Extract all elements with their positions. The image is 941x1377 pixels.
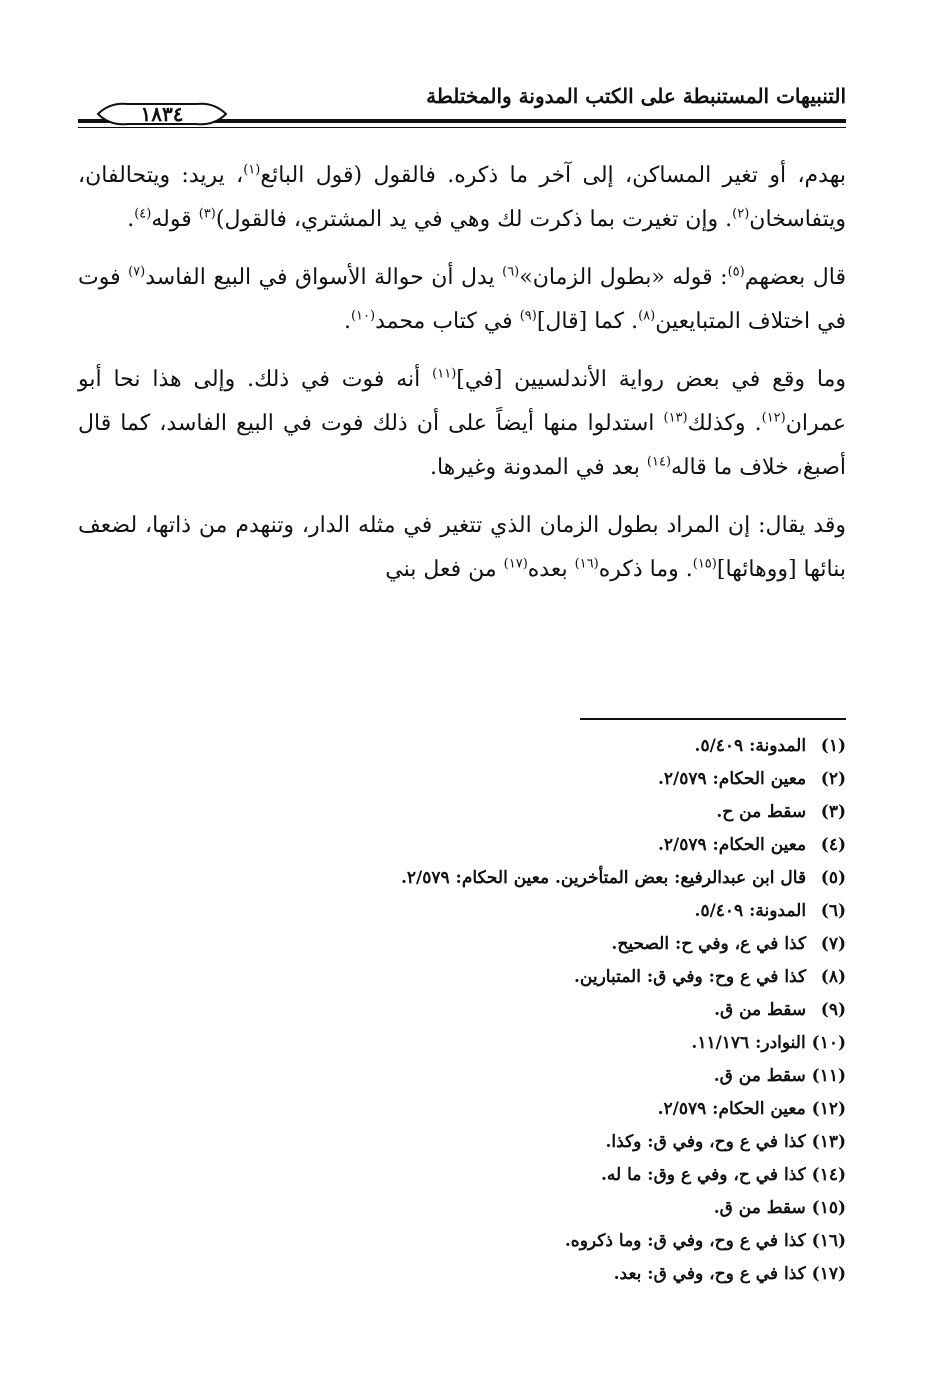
main-text [78, 154, 846, 606]
paragraph-text: أنه فوت في ذلك. وإلى هذا نحا أبو عمران [78, 367, 846, 436]
paragraph-text: . [343, 309, 351, 334]
footnote-item [78, 1126, 846, 1159]
footnote-text: سقط من ق. [713, 1198, 806, 1218]
footnotes-list [78, 730, 846, 1291]
footnote-text: معين الحكام: ٢/٥٧٩. [657, 769, 807, 789]
paragraph-text: . وكذلك [687, 411, 762, 436]
paragraph-text: في كتاب محمد [375, 309, 520, 334]
footnote-number: (٩) [820, 1000, 846, 1020]
footnote-ref[interactable]: (١٥) [692, 556, 717, 572]
footnote-number: (١٢) [811, 1099, 846, 1119]
footnote-item [78, 829, 846, 862]
footnote-item [78, 961, 846, 994]
footnote-ref[interactable]: (٨) [638, 308, 656, 324]
footnote-item [78, 895, 846, 928]
footnote-number: (٦) [820, 901, 846, 921]
footnote-ref[interactable]: (٩) [519, 308, 537, 324]
footnote-item [78, 763, 846, 796]
paragraph-text: . وما ذكره [598, 557, 693, 582]
footnote-item [78, 862, 846, 895]
paragraph-text: : قوله «بطول الزمان» [519, 265, 728, 290]
footnote-text: المدونة: ٥/٤٠٩. [694, 736, 807, 756]
footnote-text: كذا في ع وح، وفي ق: بعد. [613, 1264, 806, 1284]
footnote-item [78, 1258, 846, 1291]
footnote-item [78, 1093, 846, 1126]
footnote-text: كذا في ع وح، وفي ق: وما ذكروه. [564, 1231, 806, 1251]
footnote-ref[interactable]: (١) [243, 162, 261, 178]
footnote-number: (١٤) [811, 1165, 846, 1185]
footnote-number: (١٥) [811, 1198, 846, 1218]
paragraph-text: . كما [قال] [536, 309, 639, 334]
footnote-text: كذا في ع، وفي ح: الصحيح. [611, 934, 807, 954]
footnote-ref[interactable]: (١٤) [646, 454, 672, 470]
paragraph-text: فوت في اختلاف المتبايعين [78, 265, 846, 334]
footnote-number: (١١) [811, 1066, 846, 1086]
footnote-text: كذا في ع وح، وفي ق: وكذا. [605, 1132, 806, 1152]
footnote-text: معين الحكام: ٢/٥٧٩. [657, 835, 807, 855]
paragraph-text: يدل أن حوالة الأسواق في البيع الفاسد [145, 265, 503, 290]
footnote-item [78, 1060, 846, 1093]
paragraph-text: بهدم، أو تغير المساكن، إلى آخر ما ذكره. فالقول (قول البائع [260, 163, 846, 188]
paragraph-text: وما وقع في بعض رواية الأندلسيين [في] [456, 367, 846, 392]
footnote-number: (٣) [820, 802, 846, 822]
footnote-ref[interactable]: (١٦) [574, 556, 599, 572]
footnote-number: (١٣) [811, 1132, 846, 1152]
paragraph-text: ، يريد: ويتحالفان، ويتفاسخان [78, 163, 846, 232]
footnote-text: معين الحكام: ٢/٥٧٩. [657, 1099, 806, 1119]
footnote-text: كذا في ع وح: وفي ق: المتبارين. [573, 967, 807, 987]
footnote-number: (٨) [820, 967, 846, 987]
paragraph-text: من فعل بني [385, 557, 504, 582]
footnote-ref[interactable]: (٦) [502, 264, 520, 280]
footnote-text: سقط من ق. [713, 1066, 806, 1086]
footnote-text: قال ابن عبدالرفيع: بعض المتأخرين. معين الحكام: ٢/٥٧٩. [400, 868, 807, 888]
book-page [78, 76, 846, 1336]
footnote-text: كذا في ح، وفي ع وق: ما له. [600, 1165, 806, 1185]
paragraph-text: بعده [527, 557, 575, 582]
footnote-separator [580, 718, 846, 720]
paragraph-text: وقد يقال: إن المراد بطول الزمان الذي تتغير في مثله الدار، وتنهدم من ذاتها، لضعف بنائها [ووهائها] [78, 513, 846, 582]
footnote-number: (١) [820, 736, 846, 756]
footnote-ref[interactable]: (٤) [134, 206, 152, 222]
footnote-ref[interactable]: (٢) [732, 206, 750, 222]
paragraph-text: قال بعضهم [744, 265, 846, 290]
paragraph-3 [78, 358, 846, 490]
footnote-number: (١٠) [811, 1033, 846, 1053]
running-header-title: التنبيهات المستنبطة على الكتب المدونة والمختلطة [426, 84, 846, 108]
paragraph-text: قوله [151, 207, 199, 232]
footnote-ref[interactable]: (١٠) [350, 308, 376, 324]
footnote-ref[interactable]: (٧) [128, 264, 146, 280]
footnote-ref[interactable]: (١٣) [663, 410, 688, 426]
footnote-number: (٤) [820, 835, 846, 855]
header-rule-thin-line [78, 127, 846, 128]
footnote-number: (٢) [820, 769, 846, 789]
page-number-badge [96, 101, 228, 127]
paragraph-1 [78, 154, 846, 242]
footnote-number: (١٦) [811, 1231, 846, 1251]
footnote-ref[interactable]: (٣) [198, 206, 216, 222]
footnote-ref[interactable]: (٥) [727, 264, 745, 280]
page-number: ١٨٣٤ [140, 102, 184, 126]
paragraph-4 [78, 504, 846, 592]
footnote-ref[interactable]: (١٧) [503, 556, 528, 572]
footnote-number: (٧) [820, 934, 846, 954]
paragraph-2 [78, 256, 846, 344]
footnote-text: المدونة: ٥/٤٠٩. [694, 901, 807, 921]
footnote-ref[interactable]: (١٢) [761, 410, 786, 426]
paragraph-text: استدلوا منها أيضاً على أن ذلك فوت في البيع الفاسد، كما قال أصبغ، خلاف ما قاله [78, 411, 846, 480]
paragraph-text: . [127, 207, 135, 232]
footnote-text: سقط من ق. [714, 1000, 807, 1020]
footnote-item [78, 730, 846, 763]
footnote-item [78, 928, 846, 961]
paragraph-text: . وإن تغيرت بما ذكرت لك وهي في يد المشتري، فالقول) [215, 207, 733, 232]
footnote-item [78, 1192, 846, 1225]
footnote-item [78, 1027, 846, 1060]
footnote-number: (١٧) [811, 1264, 846, 1284]
footnote-item [78, 994, 846, 1027]
footnote-item [78, 1159, 846, 1192]
footnote-text: سقط من ح. [716, 802, 807, 822]
paragraph-text: بعد في المدونة وغيرها. [429, 455, 647, 480]
footnote-item [78, 1225, 846, 1258]
footnote-item [78, 796, 846, 829]
footnote-ref[interactable]: (١١) [432, 366, 457, 382]
footnote-text: النوادر: ١١/١٧٦. [691, 1033, 806, 1053]
footnote-number: (٥) [820, 868, 846, 888]
